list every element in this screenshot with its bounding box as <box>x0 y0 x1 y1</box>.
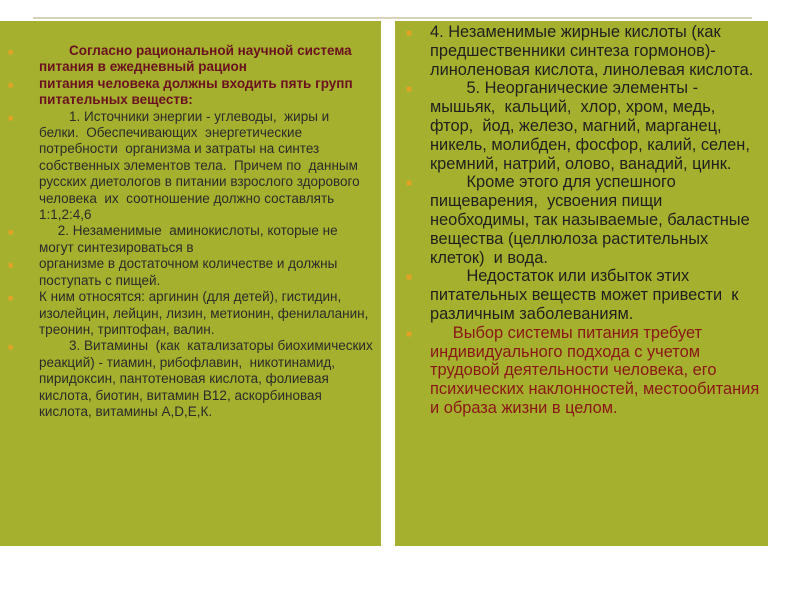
list-item <box>4 289 375 338</box>
vitamins-text: 3. Витамины (как катализаторы биохимических реакций) - тиамин, рибофлавин, никотинамид, пиридоксин, пантотеновая кислота, фолиевая кислота, биотин, витамин В12, аскорбиновая кислота, витамины А,D,Е,К. <box>39 338 377 419</box>
list-item <box>403 23 760 79</box>
list-item <box>4 43 375 76</box>
deficiency-text: Недостаток или избыток этих питательных веществ может привести к различным заболеваниям. <box>430 267 743 323</box>
left-heading-line-2: питания человека должны входить пять групп питательных веществ: <box>39 75 353 108</box>
energy-sources-text: 1. Источники энергии - углеводы, жиры и белки. Обеспечивающих энергетические потребности организма и затраты на синтез собственных элементов тела. Причем по данным русских диетологов в питании взрослого здорового человека их соотношение должно составлять 1:1,2:4,6 <box>39 108 368 223</box>
left-text-panel <box>0 21 381 546</box>
list-item <box>4 256 375 289</box>
digestion-text: Кроме этого для успешного пищеварения, усвоения пищи необходимы, так называемые, баластные вещества (целлюлоза растительных клеток) и вода. <box>430 173 755 267</box>
list-item <box>403 323 764 418</box>
bullet-icon: ■ <box>406 178 413 190</box>
bullet-icon: ■ <box>8 293 14 304</box>
bullet-icon: ■ <box>8 227 14 238</box>
amino-acids-text: 2. Незаменимые аминокислоты, которые не могут синтезироваться в <box>39 223 342 255</box>
bullet-icon: ■ <box>406 272 413 284</box>
bullet-icon: ■ <box>8 79 14 90</box>
nutrition-choice-text: Выбор системы питания требует индивидуального подхода с учетом трудовой деятельности человека, его психических наклонностей, местообитания и образа жизни в целом. <box>430 323 764 417</box>
left-heading-line-1: Согласно рациональной научной система питания в ежедневный рацион <box>39 43 356 75</box>
bullet-icon: ■ <box>406 28 413 39</box>
list-item <box>4 338 375 420</box>
bullet-icon: ■ <box>406 84 413 96</box>
fatty-acids-text: 4. Незаменимые жирные кислоты (как предшественники синтеза гормонов)- линоленовая кислота, линолевая кислота. <box>430 23 754 79</box>
inorganic-elements-text: 5. Неорганические элементы - мышьяк, кальций, хлор, хром, медь, фтор, йод, железо, магний, марганец, никель, молибден, фосфор, калий, селен, кремний, натрий, олово, ванадий, цинк. <box>430 79 755 173</box>
list-item <box>4 109 375 224</box>
amino-acids-list: К ним относятся: аргинин (для детей), гистидин, изолейцин, лейцин, лизин, метионин, фенилаланин, треонин, триптофан, валин. <box>39 289 369 337</box>
top-divider <box>33 17 752 19</box>
bullet-icon: ■ <box>406 328 413 340</box>
bullet-icon: ■ <box>8 260 14 271</box>
list-item <box>403 173 760 267</box>
list-item <box>4 223 375 256</box>
list-item <box>403 267 760 323</box>
list-item <box>4 76 375 109</box>
bullet-icon: ■ <box>8 47 14 57</box>
right-text-panel <box>395 21 768 546</box>
bullet-icon: ■ <box>8 342 14 353</box>
list-item <box>403 79 760 173</box>
amino-acids-continuation: организме в достаточном количестве и должны поступать с пищей. <box>39 256 338 288</box>
bullet-icon: ■ <box>8 112 14 123</box>
